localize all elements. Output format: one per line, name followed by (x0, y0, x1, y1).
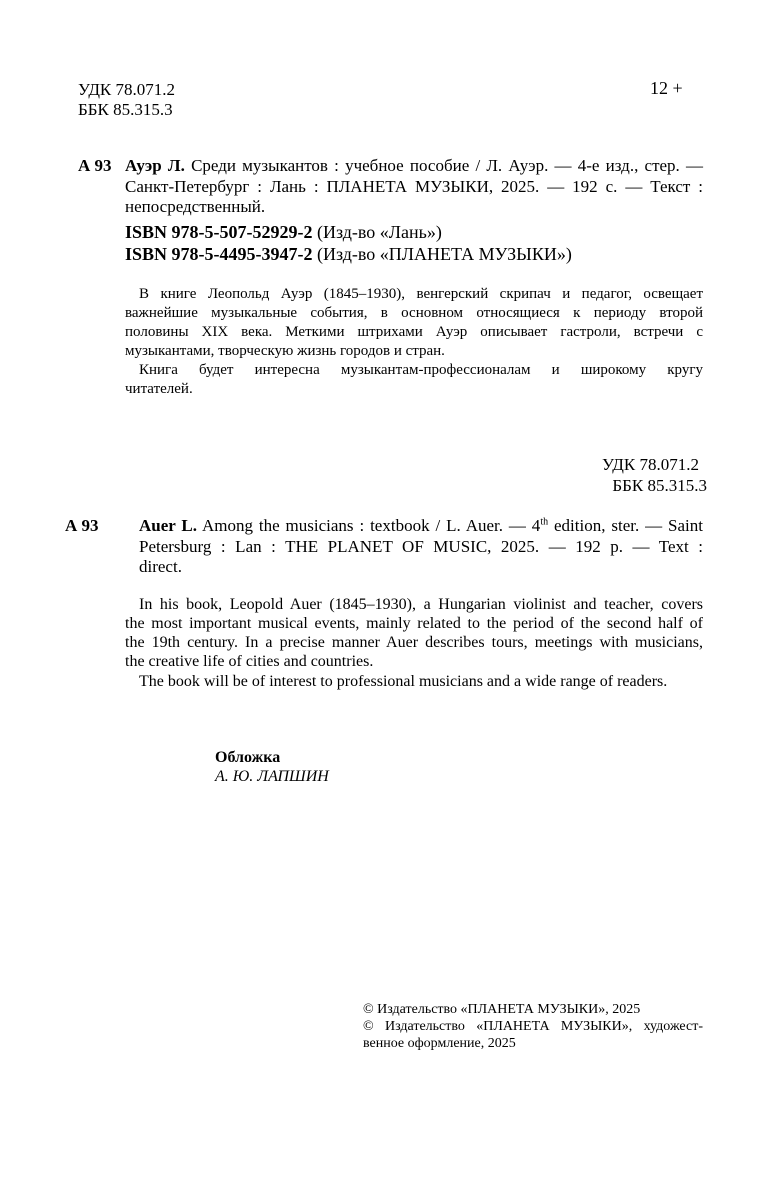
ru-isbn-1 (125, 222, 442, 243)
en-biblio-line-3: direct. (139, 557, 182, 576)
copyright-line-3: венное оформление, 2025 (363, 1036, 516, 1051)
en-abstract-line-3: the 19th century. In a precise manner Auer describes tours, meetings with musicians, (125, 634, 703, 651)
ru-isbn-2 (125, 244, 572, 265)
copyright-line-2: © Издательство «ПЛАНЕТА МУЗЫКИ», художест- (363, 1019, 703, 1034)
en-biblio-line-2: Petersburg : Lan : THE PLANET OF MUSIC, 2025. — 192 p. — Text : (139, 537, 703, 556)
cover-label: Обложка (215, 749, 281, 766)
en-biblio-line-1: Auer L. Among the musicians : textbook / L. Auer. — 4th edition, ster. — Saint (139, 516, 703, 535)
udk-code-top: УДК 78.071.2 (78, 80, 176, 99)
isbn-1-publisher: (Изд-во «Лань») (312, 222, 442, 242)
isbn-2-publisher: (Изд-во «ПЛАНЕТА МУЗЫКИ») (312, 244, 572, 264)
ru-abstract2-line-1: Книга будет интересна музыкантам-профессионалам и широкому кругу (139, 362, 703, 378)
ru-biblio-line-3: непосредственный. (125, 197, 266, 216)
udk-code-en: УДК 78.071.2 (601, 455, 699, 474)
ru-biblio-author: Ауэр Л. (125, 156, 185, 175)
ru-biblio-line-1: Ауэр Л. Среди музыкантов : учебное пособие / Л. Ауэр. — 4-е изд., стер. — (125, 156, 703, 175)
isbn-1-number: ISBN 978-5-507-52929-2 (125, 222, 313, 242)
en-biblio-author: Auer L. (139, 516, 198, 535)
ru-abstract-line-2: важнейшие музыкальные события, в основном относящиеся к периоду второй (125, 305, 703, 321)
en-abstract-line-1: In his book, Leopold Auer (1845–1930), a Hungarian violinist and teacher, covers (139, 596, 703, 613)
age-rating: 12 + (650, 78, 683, 98)
isbn-2-number: ISBN 978-5-4495-3947-2 (125, 244, 313, 264)
ru-catalog-code: А 93 (78, 156, 112, 175)
en-abstract-line-4: the creative life of cities and countries. (125, 653, 374, 670)
copyright-line-1: © Издательство «ПЛАНЕТА МУЗЫКИ», 2025 (363, 1002, 641, 1017)
bbk-code-top: ББК 85.315.3 (78, 100, 173, 119)
bbk-code-en: ББК 85.315.3 (612, 476, 707, 495)
ru-abstract2-line-2: читателей. (125, 381, 193, 397)
en-abstract2-line-1: The book will be of interest to professional musicians and a wide range of readers. (139, 673, 668, 690)
ru-abstract-line-1: В книге Леопольд Ауэр (1845–1930), венгерский скрипач и педагог, освещает (139, 286, 703, 302)
en-abstract-line-2: the most important musical events, mainly related to the period of the second half of (125, 615, 703, 632)
cover-artist: А. Ю. ЛАПШИН (215, 768, 329, 785)
ru-biblio-line-2: Санкт-Петербург : Лань : ПЛАНЕТА МУЗЫКИ, 2025. — 192 с. — Текст : (125, 177, 703, 196)
en-catalog-code: А 93 (65, 516, 99, 535)
ru-abstract-line-3: половины XIX века. Меткими штрихами Ауэр описывает гастроли, встречи с (125, 324, 703, 340)
ru-abstract-line-4: музыкантами, творческую жизнь городов и стран. (125, 343, 445, 359)
